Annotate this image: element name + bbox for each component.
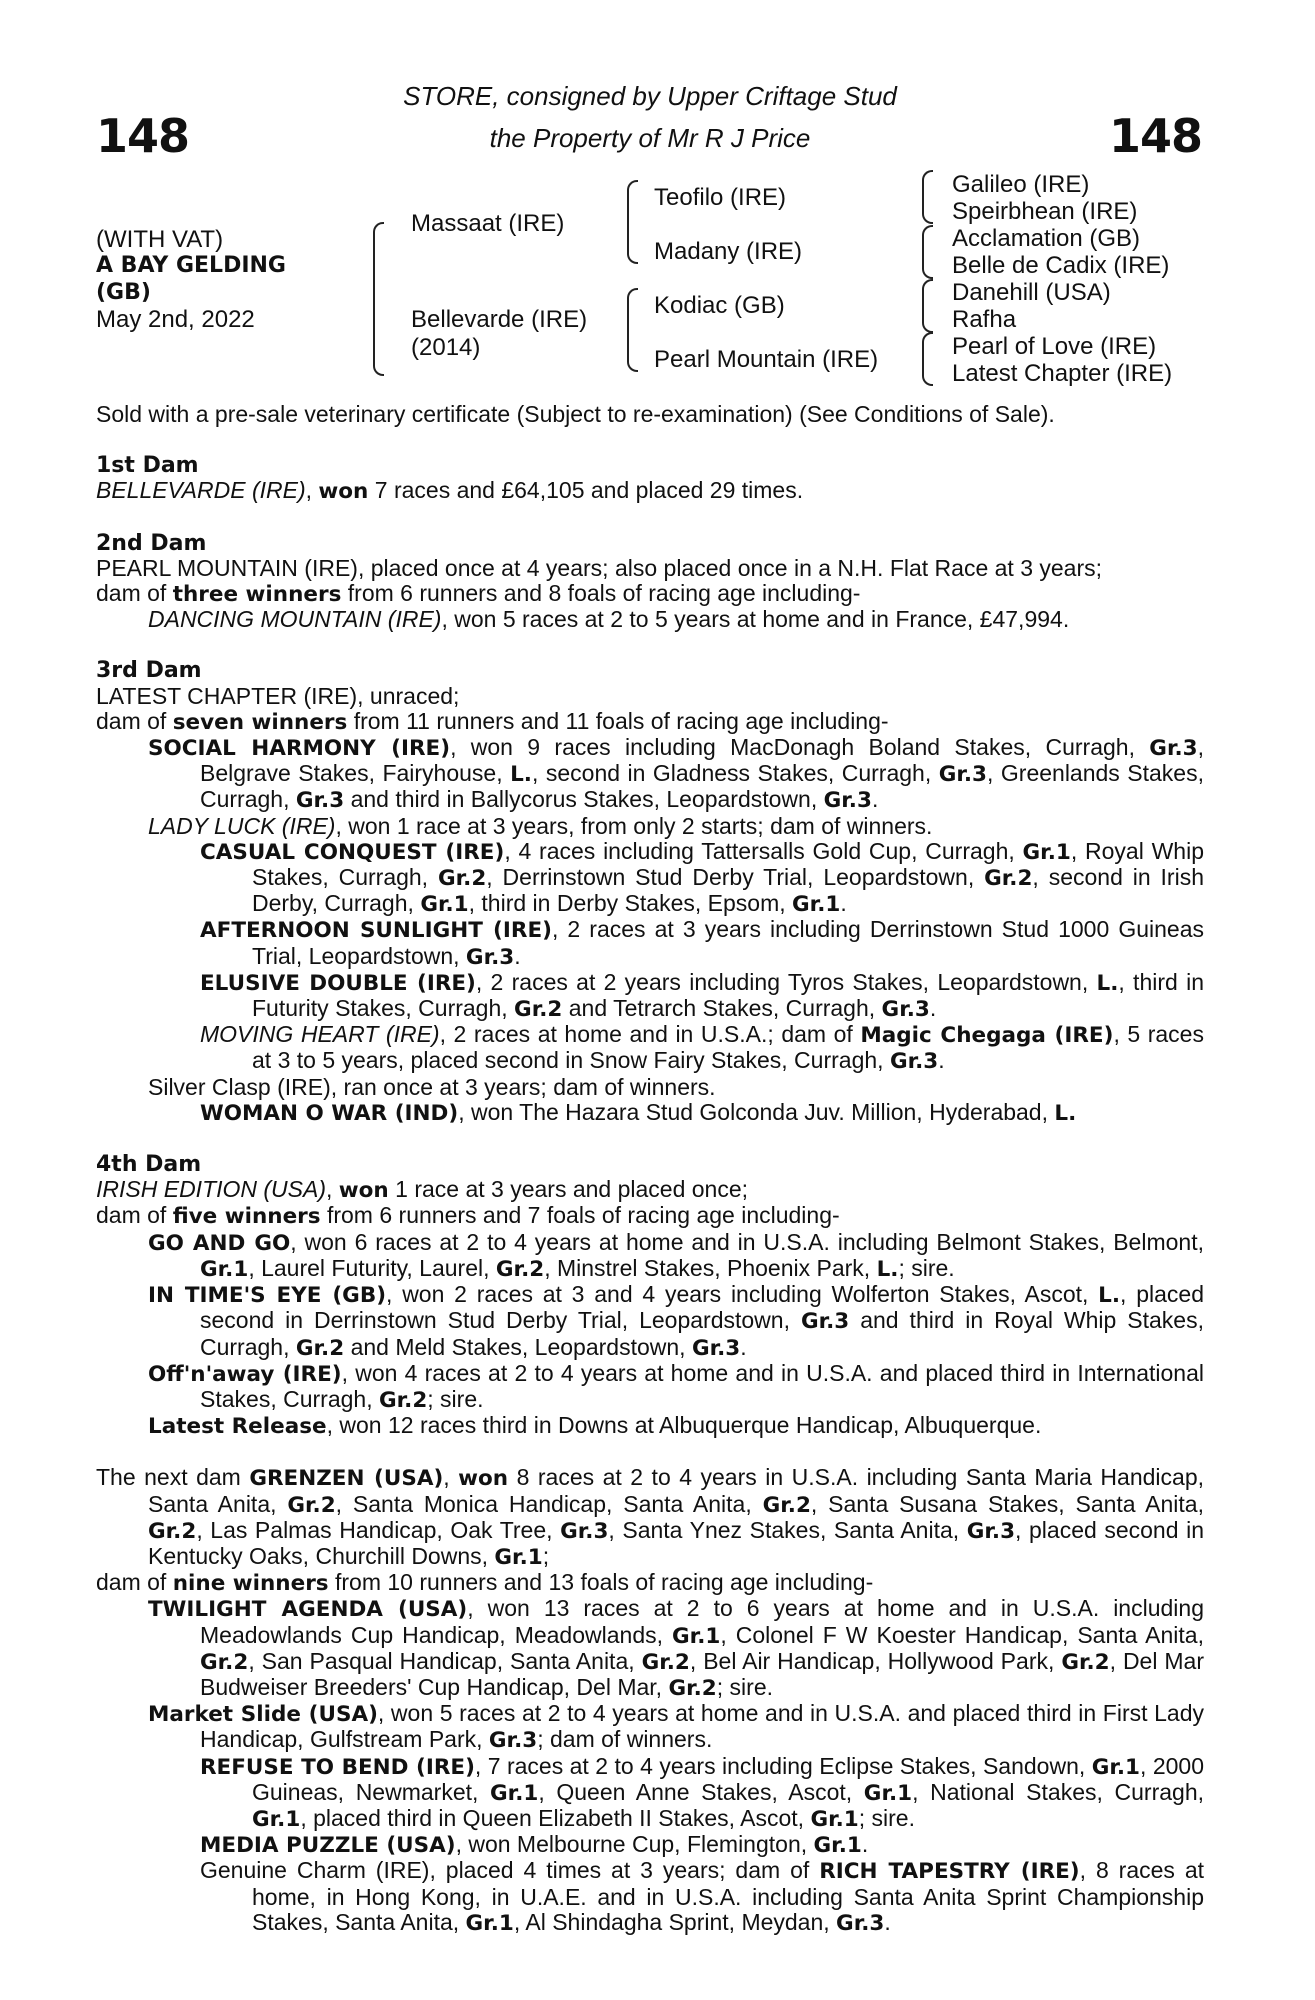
pedigree-brace-g3	[922, 279, 933, 333]
pedigree-sire-sire: Teofilo (IRE)	[654, 184, 787, 211]
progeny-entry: AFTERNOON SUNLIGHT (IRE), 2 races at 3 years including Derrinstown Stud 1000 Guineas Trial, Leopardstown, Gr.3.	[200, 916, 1204, 970]
first-dam-record: BELLEVARDE (IRE), won 7 races and £64,105 and placed 29 times.	[96, 477, 804, 505]
pedigree-dam-sire: Kodiac (GB)	[654, 292, 785, 319]
progeny-entry: ELUSIVE DOUBLE (IRE), 2 races at 2 years including Tyros Stakes, Leopardstown, L., third in Futurity Stakes, Curragh, Gr.2 and Tetrarch Stakes, Curragh, Gr.3.	[200, 968, 1204, 1023]
pedigree-g3-2: Speirbhean (IRE)	[952, 198, 1138, 225]
pedigree-dam-dam: Pearl Mountain (IRE)	[654, 346, 879, 373]
pedigree-brace-g2	[922, 225, 933, 279]
pedigree-sire-dam: Madany (IRE)	[654, 238, 803, 265]
third-dam-heading: 3rd Dam	[96, 658, 202, 684]
progeny-entry: GO AND GO, won 6 races at 2 to 4 years at home and in U.S.A. including Belmont Stakes, Belmont, Gr.1, Laurel Futurity, Laurel, Gr.2, Minstrel Stakes, Phoenix Park, L.; sire.	[148, 1228, 1204, 1282]
next-dam-progeny-summary: dam of nine winners from 10 runners and 13 foals of racing age including-	[96, 1569, 874, 1597]
pedigree-g3-1: Galileo (IRE)	[952, 171, 1090, 198]
pedigree-dam: Bellevarde (IRE)	[411, 306, 588, 333]
pedigree-g3-5: Danehill (USA)	[952, 279, 1111, 306]
progeny-entry: MOVING HEART (IRE), 2 races at home and in U.S.A.; dam of Magic Chegaga (IRE), 5 races at 3 to 5 years, placed second in Snow Fairy Stakes, Curragh, Gr.3.	[200, 1021, 1204, 1075]
pedigree-g3-6: Rafha	[952, 306, 1017, 333]
pedigree-brace-g4	[922, 332, 933, 386]
pedigree-g3-4: Belle de Cadix (IRE)	[952, 252, 1170, 279]
pedigree-g3-7: Pearl of Love (IRE)	[952, 333, 1157, 360]
third-dam-record: LATEST CHAPTER (IRE), unraced;	[96, 682, 460, 709]
progeny-entry: Latest Release, won 12 races third in Downs at Albuquerque Handicap, Albuquerque.	[148, 1412, 1042, 1440]
pedigree-brace-sire	[627, 180, 638, 264]
second-dam-progeny-summary: dam of three winners from 6 runners and 8 foals of racing age including-	[96, 580, 861, 608]
pedigree-brace-g1	[922, 170, 933, 224]
consignment-line: STORE, consigned by Upper Criftage Stud	[403, 81, 897, 111]
progeny-entry: REFUSE TO BEND (IRE), 7 races at 2 to 4 years including Eclipse Stakes, Sandown, Gr.1, 2000 Guineas, Newmarket, Gr.1, Queen Anne Stakes, Ascot, Gr.1, National Stakes, Curragh, Gr.1, placed third in Queen Elizabeth II Stakes, Ascot, Gr.1; sire.	[200, 1752, 1204, 1832]
progeny-entry: Off'n'away (IRE), won 4 races at 2 to 4 years at home and in U.S.A. and placed third in International Stakes, Curragh, Gr.2; sire.	[148, 1359, 1205, 1413]
next-dam-record: The next dam GRENZEN (USA), won 8 races at 2 to 4 years in U.S.A. including Santa Maria Handicap, Santa Anita, Gr.2, Santa Monica Handicap, Santa Anita, Gr.2, Santa Susana Stakes, Santa Anita, Gr.2, Las Palmas Handicap, Oak Tree, Gr.3, Santa Ynez Stakes, Santa Anita, Gr.3, placed second in Kentucky Oaks, Churchill Downs, Gr.1;	[96, 1464, 1204, 1570]
pedigree-g3-3: Acclamation (GB)	[952, 225, 1141, 252]
vat-note: (WITH VAT)	[96, 226, 224, 253]
progeny-entry: Silver Clasp (IRE), ran once at 3 years; dam of winners.	[148, 1073, 716, 1100]
foaling-date: May 2nd, 2022	[96, 306, 255, 333]
progeny-entry: WOMAN O WAR (IND), won The Hazara Stud Golconda Juv. Million, Hyderabad, L.	[200, 1098, 1077, 1126]
second-dam-record: PEARL MOUNTAIN (IRE), placed once at 4 years; also placed once in a N.H. Flat Race at 3 years;	[96, 554, 1103, 581]
first-dam-heading: 1st Dam	[96, 453, 199, 479]
fourth-dam-record: IRISH EDITION (USA), won 1 race at 3 years and placed once;	[96, 1176, 749, 1204]
horse-description-country: (GB)	[96, 280, 151, 305]
pedigree-sire: Massaat (IRE)	[411, 210, 565, 237]
progeny-entry: DANCING MOUNTAIN (IRE), won 5 races at 2 to 5 years at home and in France, £47,994.	[148, 606, 1070, 633]
pedigree-brace-main	[373, 222, 384, 376]
fourth-dam-progeny-summary: dam of five winners from 6 runners and 7 foals of racing age including-	[96, 1202, 840, 1230]
catalogue-body	[96, 402, 1204, 1936]
third-dam-progeny-summary: dam of seven winners from 11 runners and 11 foals of racing age including-	[96, 707, 889, 735]
progeny-entry: SOCIAL HARMONY (IRE), won 9 races including MacDonagh Boland Stakes, Curragh, Gr.3, Belgrave Stakes, Fairyhouse, L., second in Gladness Stakes, Curragh, Gr.3, Greenlands Stakes, Curragh, Gr.3 and third in Ballycorus Stakes, Leopardstown, Gr.3.	[148, 734, 1204, 814]
pedigree-dam-year: (2014)	[411, 334, 481, 361]
horse-description: A BAY GELDING	[96, 253, 286, 278]
pedigree-brace-dam	[627, 288, 638, 372]
vet-note: Sold with a pre-sale veterinary certificate (Subject to re-examination) (See Conditions of Sale).	[96, 401, 1055, 427]
progeny-entry: CASUAL CONQUEST (IRE), 4 races including Tattersalls Gold Cup, Curragh, Gr.1, Royal Whip Stakes, Curragh, Gr.2, Derrinstown Stud Derby Trial, Leopardstown, Gr.2, second in Irish Derby, Curragh, Gr.1, third in Derby Stakes, Epsom, Gr.1.	[200, 837, 1204, 918]
progeny-entry: Genuine Charm (IRE), placed 4 times at 3 years; dam of RICH TAPESTRY (IRE), 8 races at home, in Hong Kong, in U.A.E. and in U.S.A. including Santa Anita Sprint Championship Stakes, Santa Anita, Gr.1, Al Shindagha Sprint, Meydan, Gr.3.	[200, 1857, 1205, 1936]
lot-number-right: 148	[1108, 109, 1202, 163]
pedigree-g3-8: Latest Chapter (IRE)	[952, 360, 1173, 387]
progeny-entry: MEDIA PUZZLE (USA), won Melbourne Cup, Flemington, Gr.1.	[200, 1831, 869, 1859]
progeny-entry: IN TIME'S EYE (GB), won 2 races at 3 and 4 years including Wolferton Stakes, Ascot, L., placed second in Derrinstown Stud Derby Trial, Leopardstown, Gr.3 and third in Royal Whip Stakes, Curragh, Gr.2 and Meld Stakes, Leopardstown, Gr.3.	[148, 1281, 1204, 1361]
progeny-entry: Market Slide (USA), won 5 races at 2 to 4 years at home and in U.S.A. and placed third in First Lady Handicap, Gulfstream Park, Gr.3; dam of winners.	[148, 1700, 1204, 1754]
property-line: the Property of Mr R J Price	[489, 123, 811, 153]
fourth-dam-heading: 4th Dam	[96, 1152, 202, 1178]
second-dam-heading: 2nd Dam	[96, 530, 207, 556]
progeny-entry: TWILIGHT AGENDA (USA), won 13 races at 2 to 6 years at home and in U.S.A. including Meadowlands Cup Handicap, Meadowlands, Gr.1, Colonel F W Koester Handicap, Santa Anita, Gr.2, San Pasqual Handicap, Santa Anita, Gr.2, Bel Air Handicap, Hollywood Park, Gr.2, Del Mar Budweiser Breeders' Cup Handicap, Del Mar, Gr.2; sire.	[148, 1595, 1205, 1701]
progeny-entry: LADY LUCK (IRE), won 1 race at 3 years, from only 2 starts; dam of winners.	[148, 812, 933, 839]
lot-number-left: 148	[96, 109, 190, 163]
